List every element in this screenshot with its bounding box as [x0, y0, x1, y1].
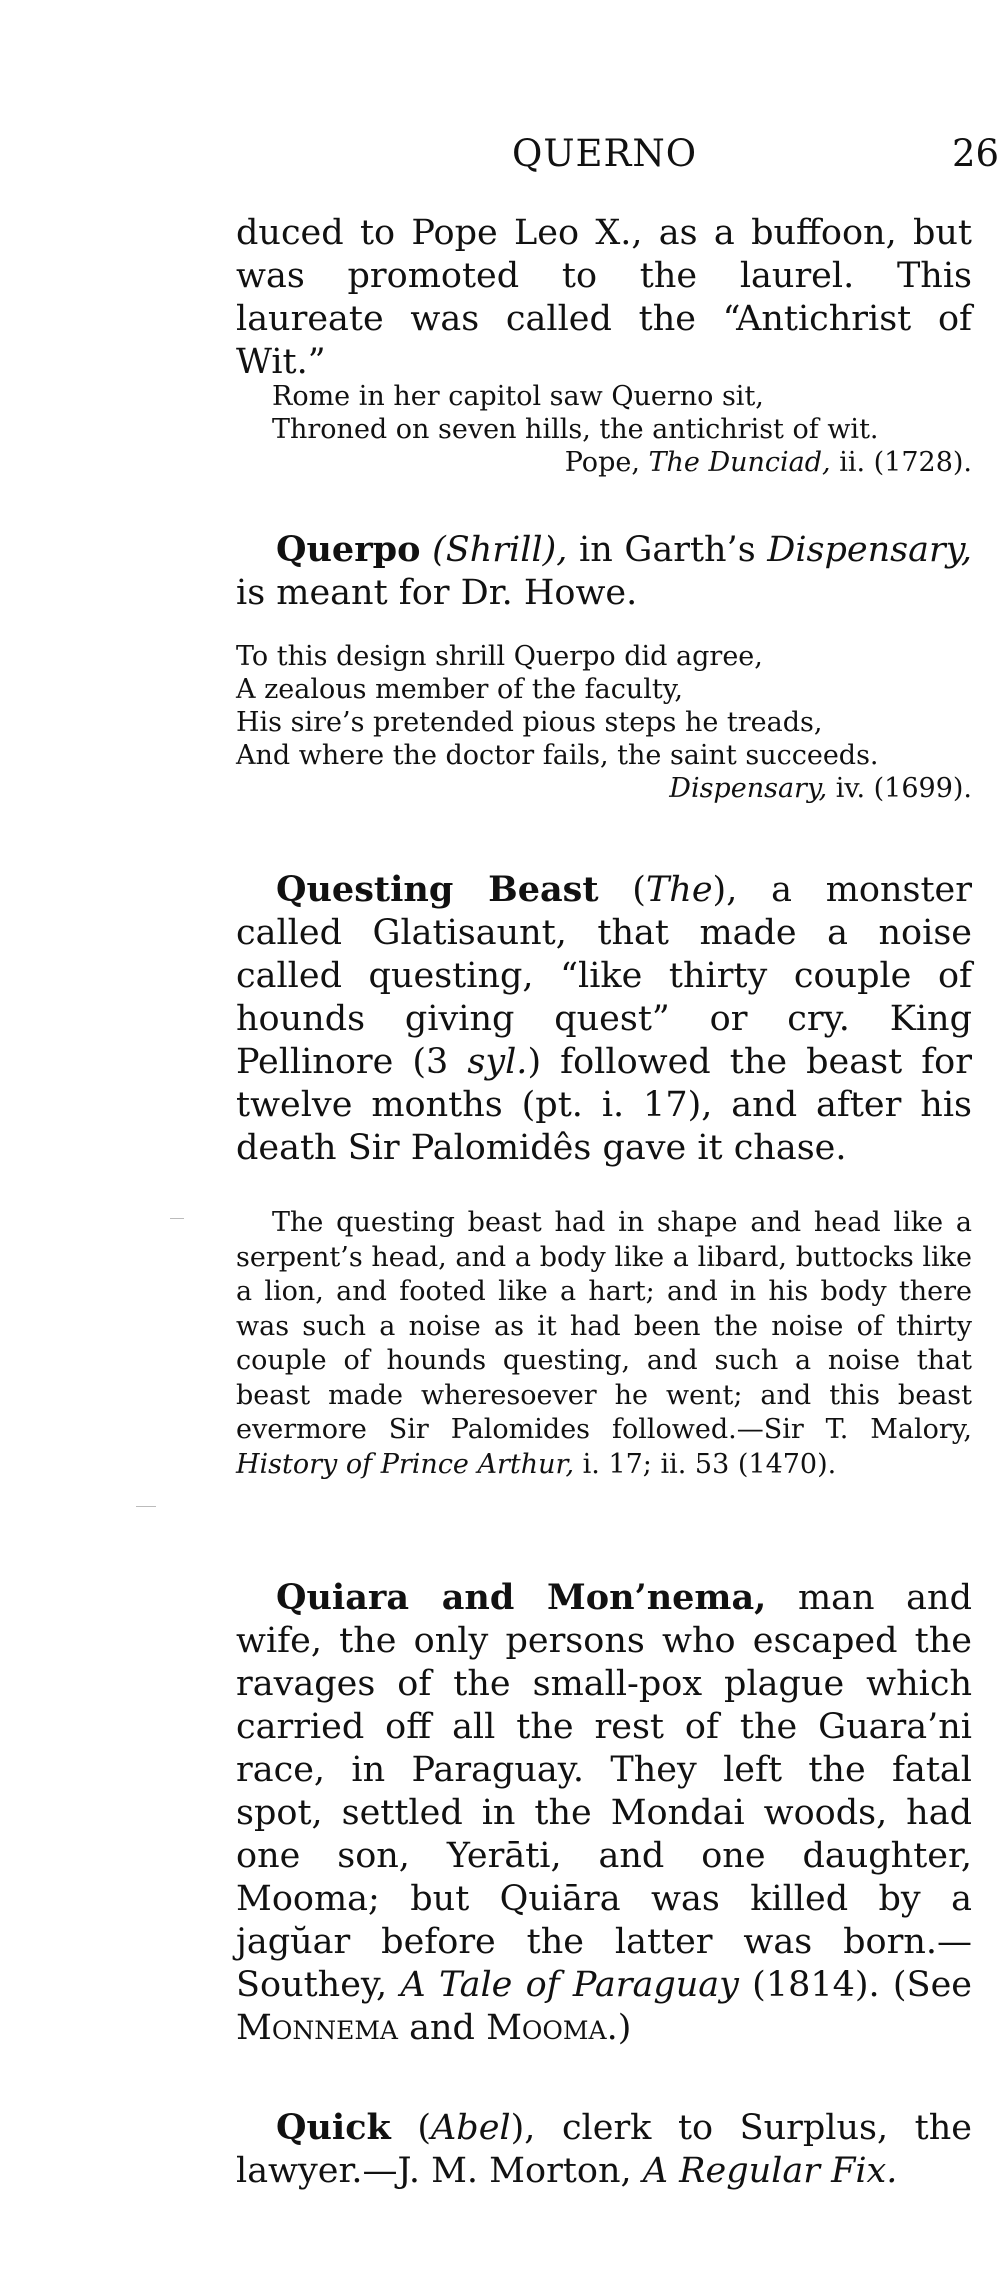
verse-line: And where the doctor fails, the saint succeeds.: [236, 740, 879, 771]
citation: Pope, The Dunciad, ii. (1728).: [564, 447, 972, 478]
page-number: 26: [952, 132, 1000, 175]
running-head: QUERNO: [512, 132, 698, 175]
headword: Querpo: [276, 529, 421, 570]
entry-querpo: Querpo (Shrill), in Garth’s Dispensary, is meant for Dr. Howe.: [236, 529, 972, 613]
entry-quick: Quick (Abel), clerk to Surplus, the lawyer.—J. M. Morton, A Regular Fix.: [236, 2107, 972, 2191]
verse-line: To this design shrill Querpo did agree,: [236, 641, 763, 672]
querpo-verse: [236, 640, 972, 805]
headword: Questing Beast: [276, 869, 599, 910]
citation: Dispensary, iv. (1699).: [669, 773, 972, 804]
querno-verse: [272, 380, 972, 479]
entry-querno-continued: [236, 212, 972, 384]
headword: Quiara and Mon’nema,: [276, 1577, 767, 1618]
headword: Quick: [276, 2107, 391, 2148]
page-header: [0, 132, 1000, 182]
questing-beast-quote: The questing beast had in shape and head like a serpent’s head, and a body like a libard, buttocks like a lion, and footed like a hart; and in his body there was such a noise as it had been the noise of thirty couple of hounds questing, and such a noise that beast made wheresoever he went; and this beast evermore Sir Palomides followed.—Sir T. Malory, History of Prince Arthur, i. 17; ii. 53 (1470).: [236, 1207, 972, 1480]
entry-quiara: Quiara and Mon’nema, man and wife, the only persons who escaped the ravages of the small-pox plague which carried off all the rest of the Guara’ni race, in Paraguay. They left the fatal spot, settled in the Mondai woods, had one son, Yerāti, and one daughter, Mooma; but Quiāra was killed by a jagŭar before the latter was born.—Southey, A Tale of Paraguay (1814). (See Monnema and Mooma.): [236, 1577, 972, 2048]
margin-mark: [136, 1506, 156, 1507]
entry-text: duced to Pope Leo X., as a buffoon, but was promoted to the laurel. This laureate was called the “Antichrist of Wit.”: [236, 213, 972, 382]
verse-line: Rome in her capitol saw Querno sit,: [272, 381, 764, 412]
verse-line: His sire’s pretended pious steps he treads,: [236, 707, 823, 738]
margin-mark: [170, 1218, 184, 1219]
entry-questing-beast: Questing Beast (The), a monster called Glatisaunt, that made a noise called questing, “like thirty couple of hounds giving quest” or cry. King Pellinore (3 syl.) followed the beast for twelve months (pt. i. 17), and after his death Sir Palomidês gave it chase.: [236, 869, 972, 1168]
verse-line: A zealous member of the faculty,: [236, 674, 684, 705]
verse-line: Throned on seven hills, the antichrist of wit.: [272, 414, 879, 445]
